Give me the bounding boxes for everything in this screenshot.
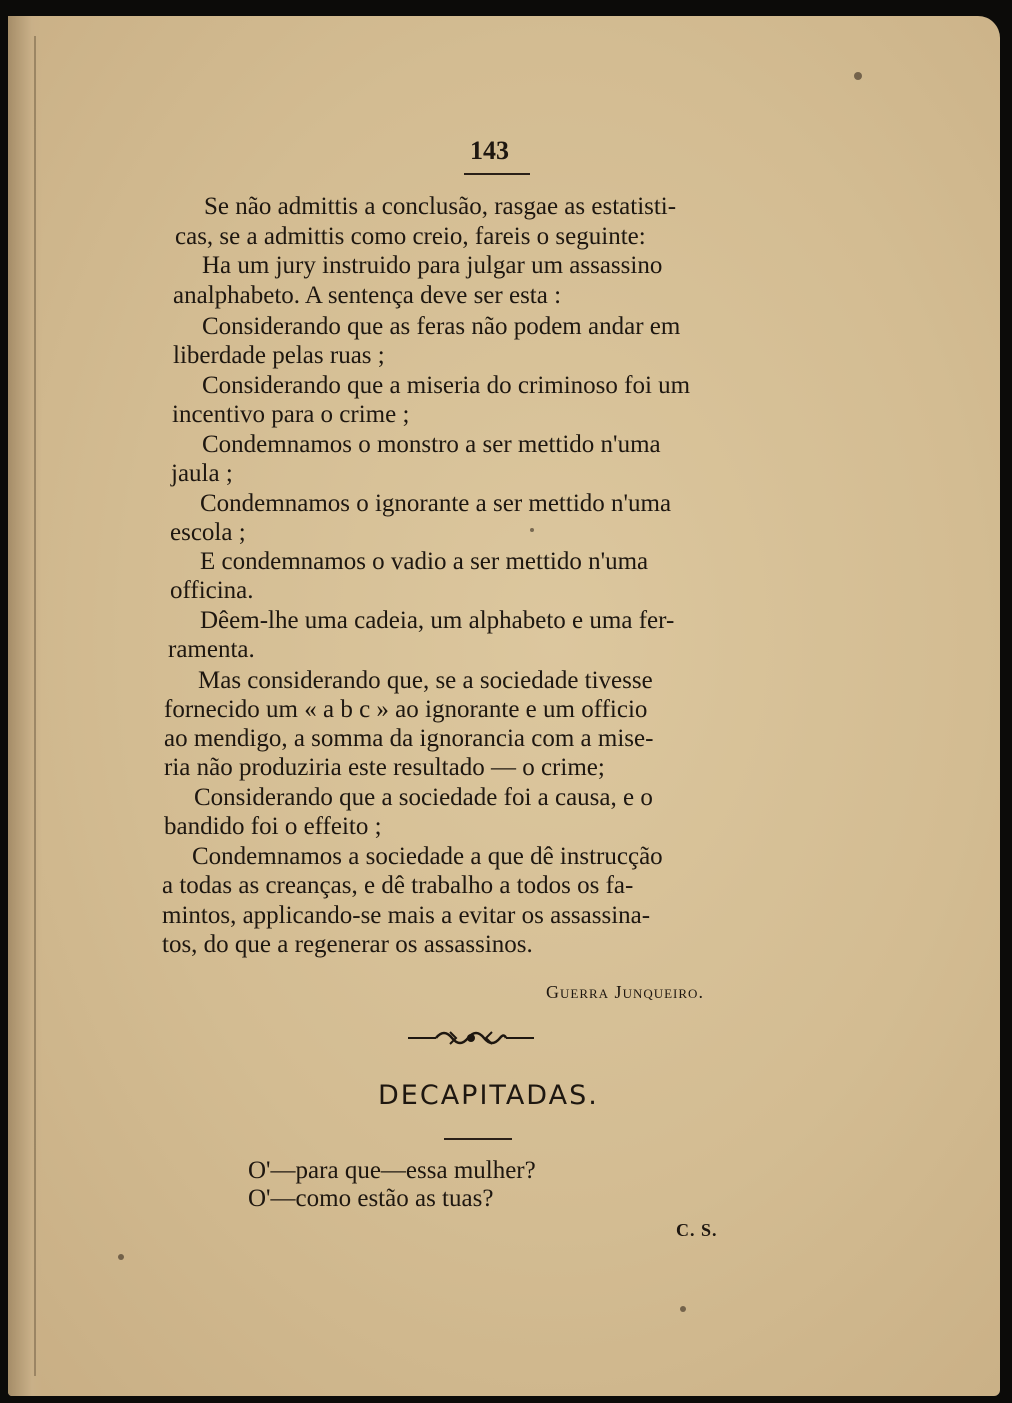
body-line: tos, do que a regenerar os assassinos. [162,931,533,958]
body-line: Condemnamos o monstro a ser mettido n'uma [202,431,661,458]
page-number-rule [464,173,530,175]
book-page [8,16,1000,1396]
verse-line: O'—como estão as tuas? [248,1185,494,1212]
body-line: Ha um jury instruido para julgar um assassino [202,252,663,279]
body-line: ramenta. [168,636,255,663]
page-gutter [8,16,42,1396]
body-line: ria não produziria este resultado — o crime; [164,754,605,781]
body-line: escola ; [170,519,246,546]
body-line: liberdade pelas ruas ; [173,342,385,369]
body-line: a todas as creanças, e dê trabalho a todos os fa- [162,872,634,899]
verse-signature: C. S. [676,1220,718,1240]
author-signature: Guerra Junqueiro. [546,982,704,1002]
body-line: bandido foi o effeito ; [164,813,382,840]
paper-speck [854,72,862,80]
body-line: Considerando que a miseria do criminoso foi um [202,372,691,399]
body-line: fornecido um « a b c » ao ignorante e um officio [164,696,648,723]
section-title-rule [444,1138,512,1140]
verse-line: O'—para que—essa mulher? [248,1157,536,1184]
body-line: analphabeto. A sentença deve ser esta : [173,282,562,309]
paper-speck [118,1254,124,1260]
paper-speck [530,528,534,532]
body-line: mintos, applicando-se mais a evitar os assassina- [162,902,651,929]
body-line: incentivo para o crime ; [172,401,410,428]
page-number: 143 [470,136,509,165]
body-line: jaula ; [171,460,233,487]
flourish-ornament [406,1026,536,1050]
body-line: Se não admittis a conclusão, rasgae as estatisti- [204,193,677,220]
paper-speck [680,1306,686,1312]
body-line: Considerando que a sociedade foi a causa, e o [194,784,653,811]
body-line: ao mendigo, a somma da ignorancia com a mise- [164,725,654,752]
body-line: Dêem-lhe uma cadeia, um alphabeto e uma fer- [200,607,675,634]
body-line: Considerando que as feras não podem andar em [202,313,681,340]
body-line: officina. [170,577,254,604]
body-line: Condemnamos o ignorante a ser mettido n'uma [200,490,672,517]
body-line: E condemnamos o vadio a ser mettido n'uma [200,548,649,575]
section-title: DECAPITADAS. [378,1080,599,1111]
body-line: Mas considerando que, se a sociedade tivesse [198,667,653,694]
binding-line [34,36,36,1376]
body-line: cas, se a admittis como creio, fareis o seguinte: [175,223,646,250]
body-line: Condemnamos a sociedade a que dê instrucção [192,843,663,870]
